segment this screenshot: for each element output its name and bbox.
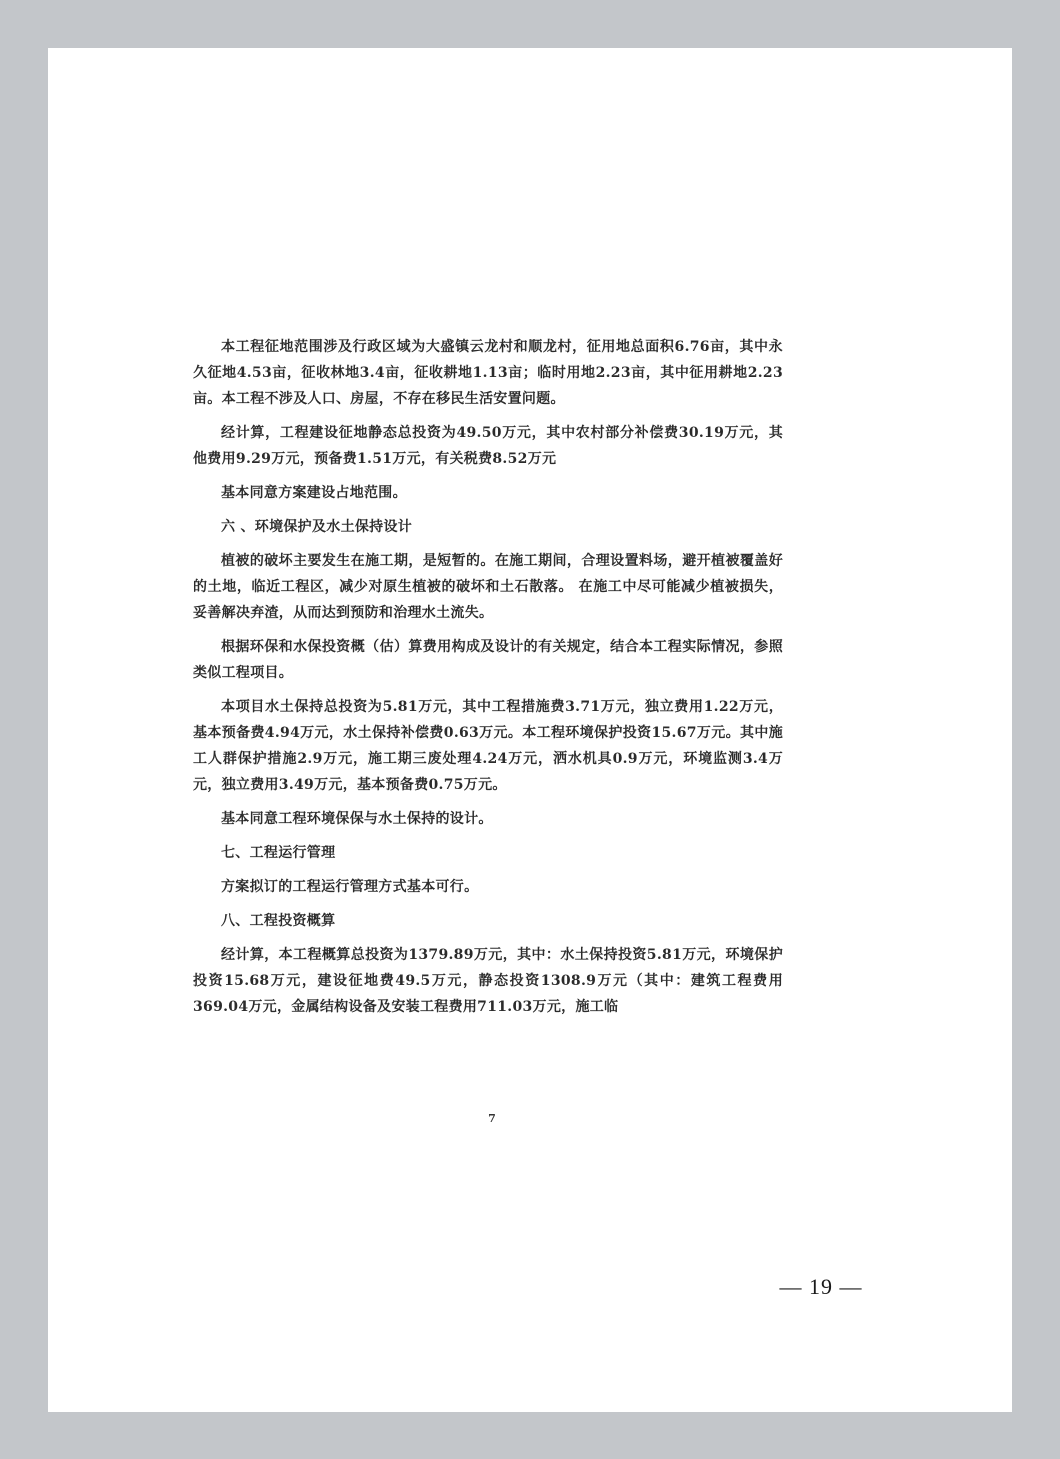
section-heading-environment: 六 、环境保护及水土保持设计 bbox=[221, 519, 413, 535]
document-body bbox=[193, 334, 783, 1028]
section-heading-operation: 七、工程运行管理 bbox=[221, 845, 336, 861]
paragraph-land-acquisition-scope: 本工程征地范围涉及行政区域为大盛镇云龙村和顺龙村，征用地总面积6.76亩，其中永久征地4.53亩，征收林地3.4亩，征收耕地1.13亩；临时用地2.23亩，其中征用耕地2.23亩。本工程不涉及人口、房屋，不存在移民生活安置问题。 bbox=[193, 339, 783, 407]
paragraph-total-investment: 经计算，本工程概算总投资为1379.89万元，其中：水土保持投资5.81万元，环境保护投资15.68万元，建设征地费49.5万元，静态投资1308.9万元（其中：建筑工程费用369.04万元，金属结构设备及安装工程费用711.03万元，施工临 bbox=[193, 947, 783, 1015]
paragraph-operation: 方案拟订的工程运行管理方式基本可行。 bbox=[221, 879, 479, 895]
paragraph-land-acquisition-investment: 经计算，工程建设征地静态总投资为49.50万元，其中农村部分补偿费30.19万元，其他费用9.29万元，预备费1.51万元，有关税费8.52万元 bbox=[193, 425, 783, 467]
inner-page-number: 7 bbox=[488, 1112, 496, 1125]
section-heading-investment: 八、工程投资概算 bbox=[221, 913, 336, 929]
paragraph-vegetation: 植被的破坏主要发生在施工期，是短暂的。在施工期间，合理设置料场，避开植被覆盖好的土地，临近工程区，减少对原生植被的破坏和土石散落。 在施工中尽可能减少植被损失，妥善解决弃渣，从而达到预防和治理水土流失。 bbox=[193, 553, 783, 621]
paragraph-cost-basis: 根据环保和水保投资概（估）算费用构成及设计的有关规定，结合本工程实际情况，参照类似工程项目。 bbox=[193, 639, 783, 681]
page-number: — 19 — bbox=[779, 1274, 863, 1299]
document-page bbox=[48, 48, 1012, 1412]
paragraph-land-approval: 基本同意方案建设占地范围。 bbox=[221, 485, 407, 501]
paragraph-environment-approval: 基本同意工程环境保保与水土保持的设计。 bbox=[221, 811, 493, 827]
paragraph-conservation-investment: 本项目水土保持总投资为5.81万元，其中工程措施费3.71万元，独立费用1.22万元，基本预备费4.94万元，水土保持补偿费0.63万元。本工程环境保护投资15.67万元。其中施工人群保护措施2.9万元，施工期三废处理4.24万元，洒水机具0.9万元，环境监测3.4万元，独立费用3.49万元，基本预备费0.75万元。 bbox=[193, 699, 783, 793]
